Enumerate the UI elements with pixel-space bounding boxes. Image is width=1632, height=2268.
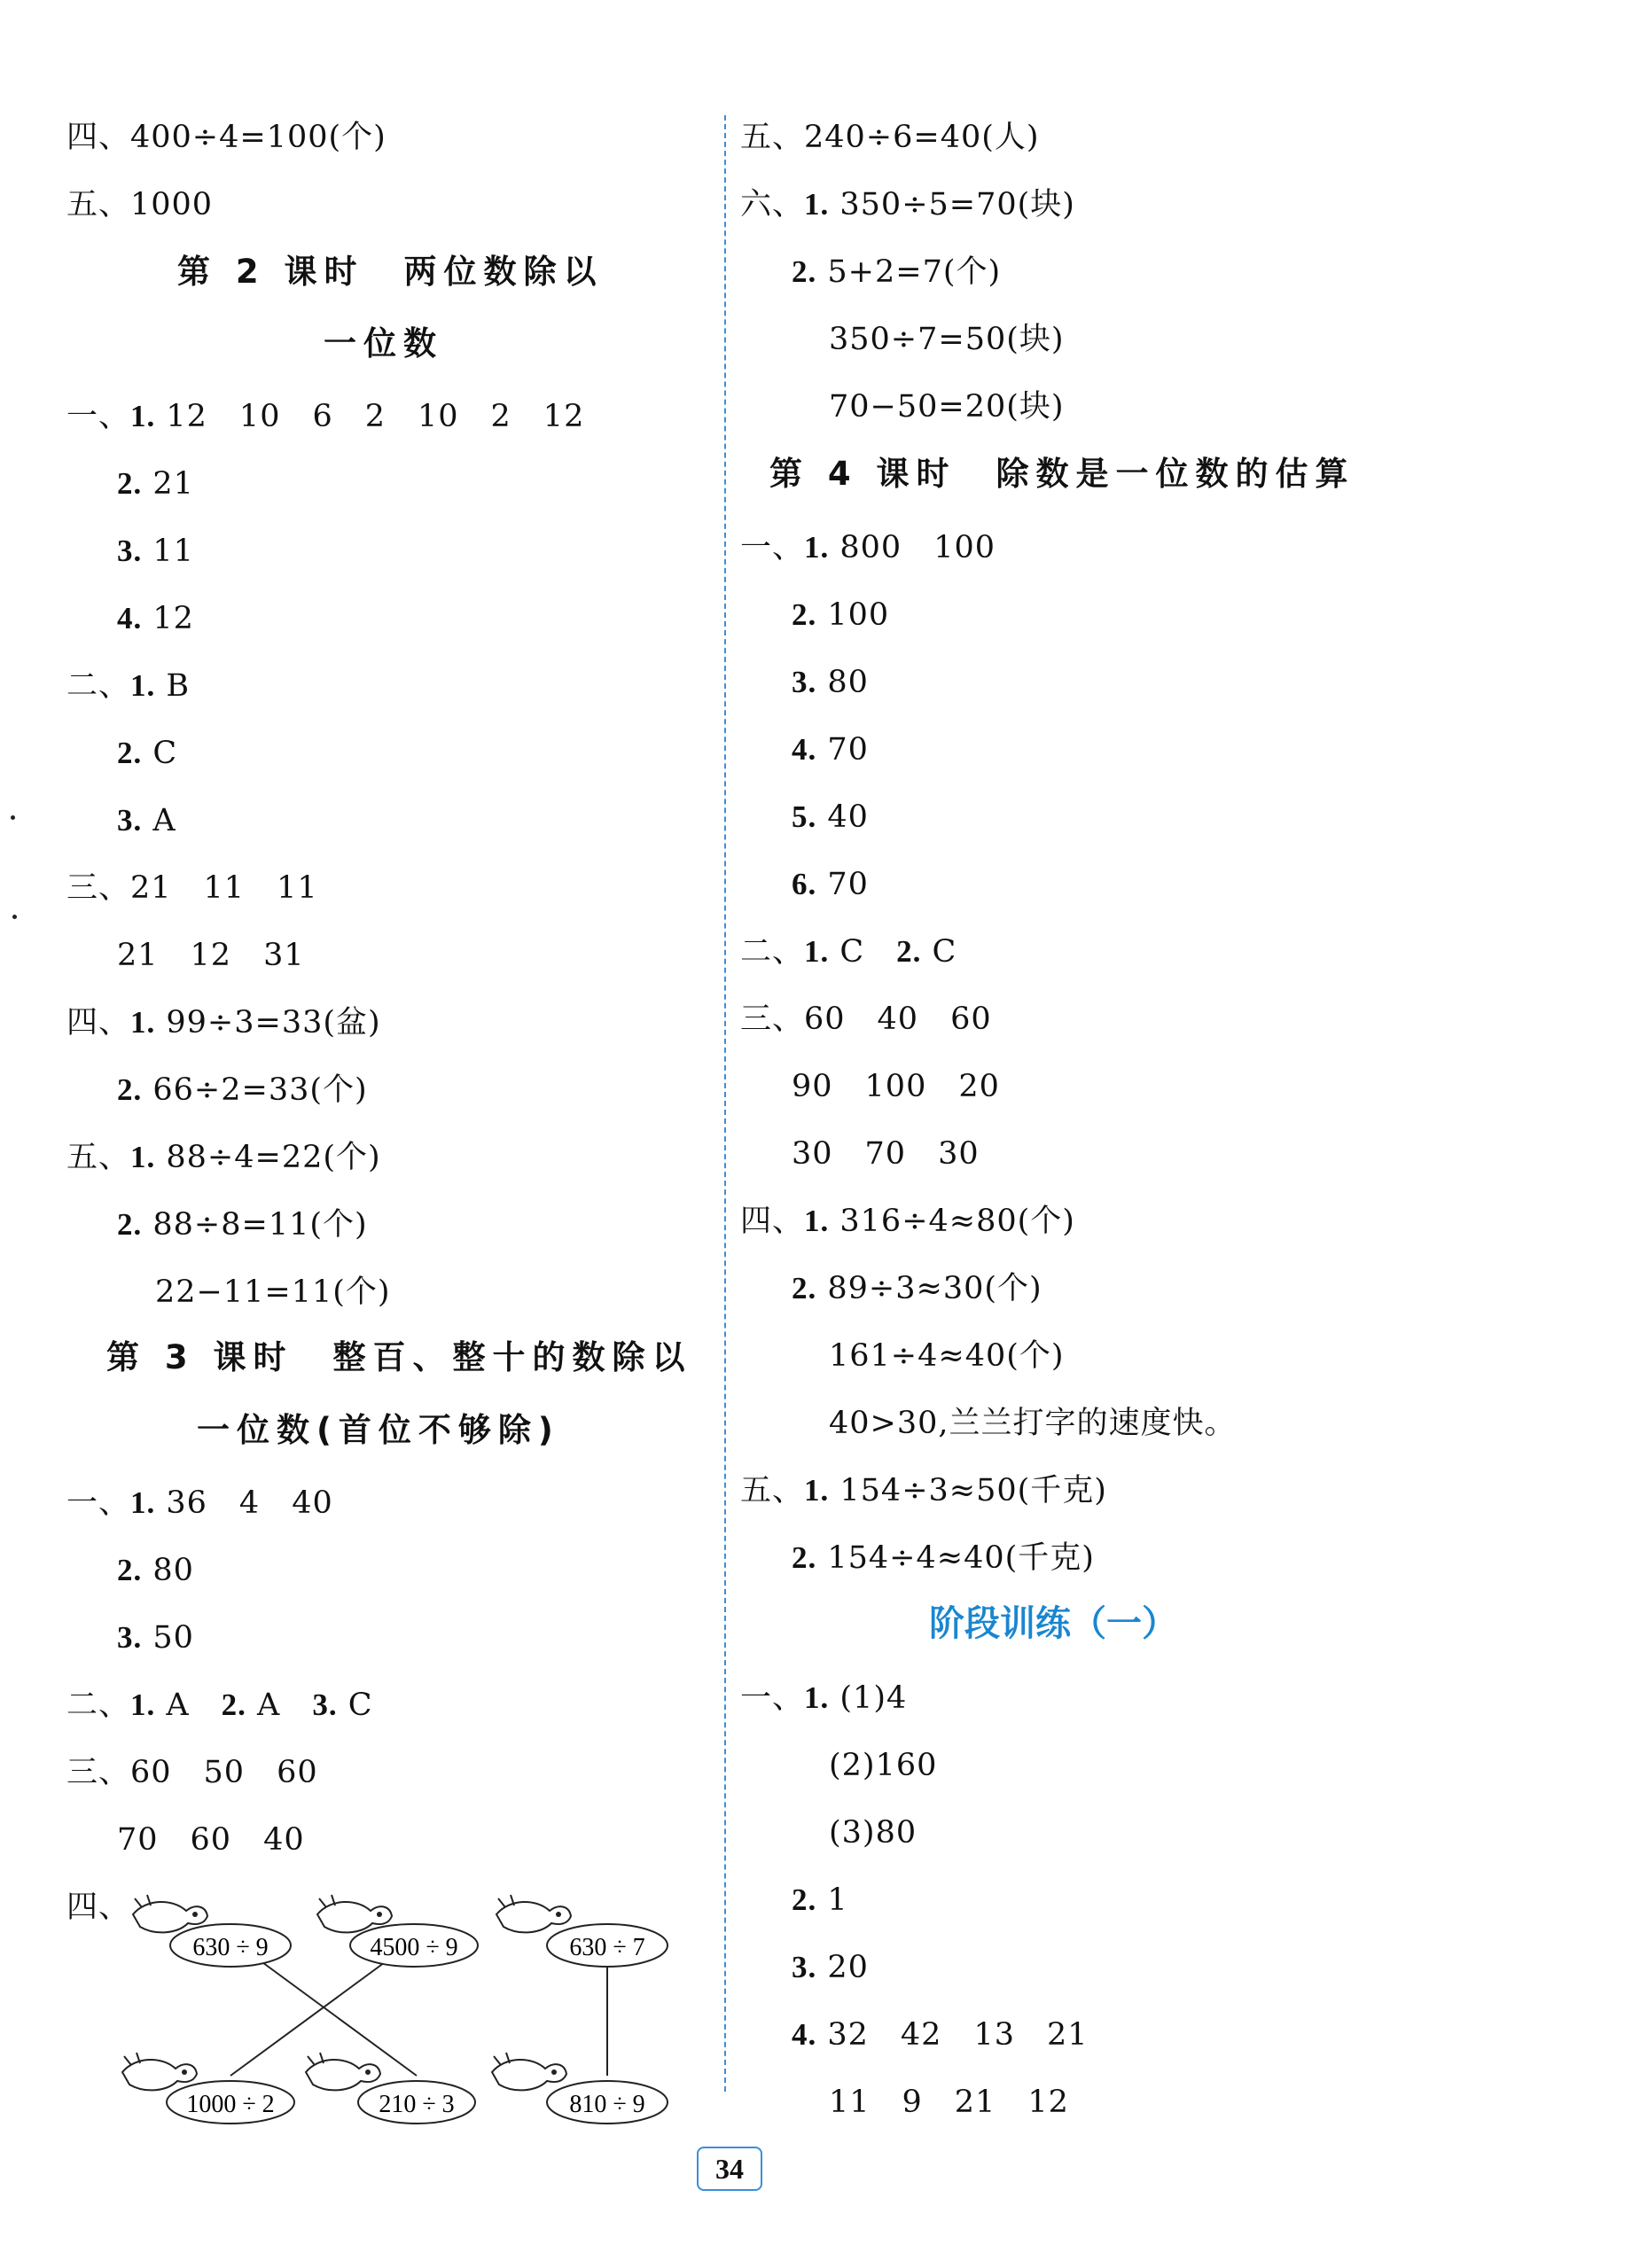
svg-text:4500 ÷ 9: 4500 ÷ 9 xyxy=(370,1934,458,1961)
svg-text:630 ÷ 7: 630 ÷ 7 xyxy=(569,1934,645,1961)
answer-line: 一、1. 36 4 40 xyxy=(66,1485,333,1521)
page-number: 34 xyxy=(697,2147,762,2191)
answer-line: 6. 70 xyxy=(792,867,869,902)
lesson-heading: 第 4 课时 除数是一位数的估算 xyxy=(769,455,1355,493)
bird-icon xyxy=(306,2053,380,2090)
answer-line: 2. 154÷4≈40(千克) xyxy=(792,1540,1095,1576)
answer-line: 五、1000 xyxy=(66,187,214,222)
answer-line: 一、1. (1)4 xyxy=(740,1680,908,1716)
answer-line: 五、1. 154÷3≈50(千克) xyxy=(740,1473,1107,1508)
lesson-heading: 第 3 课时 整百、整十的数除以 xyxy=(106,1338,692,1376)
answer-line: 4. 12 xyxy=(117,601,194,636)
answer-line: 350÷7=50(块) xyxy=(829,322,1065,357)
answer-line: 五、240÷6=40(人) xyxy=(740,120,1040,155)
lesson-heading: 第 2 课时 两位数除以 xyxy=(177,253,604,291)
matching-diagram xyxy=(106,1879,683,2136)
lesson-heading: 一位数 xyxy=(324,324,443,362)
answer-line: 四、1. 99÷3=33(盆) xyxy=(66,1005,381,1040)
svg-text:810 ÷ 9: 810 ÷ 9 xyxy=(569,2091,645,2118)
answer-line: 2. 80 xyxy=(117,1553,194,1588)
answer-line: 2. C xyxy=(117,736,178,771)
answer-line: 三、21 11 11 xyxy=(66,870,318,906)
section-title: 阶段训练（一） xyxy=(929,1603,1177,1644)
answer-line: 一、1. 800 100 xyxy=(740,530,996,565)
bird-icon xyxy=(133,1895,207,1932)
scan-mark xyxy=(12,915,17,919)
expression-oval xyxy=(167,2081,294,2124)
answer-line: (3)80 xyxy=(829,1815,918,1851)
bird-icon xyxy=(492,2053,566,2090)
answer-line: 22−11=11(个) xyxy=(155,1274,391,1310)
scan-mark xyxy=(11,815,15,820)
expression-oval xyxy=(547,2081,668,2124)
expression-oval xyxy=(358,2081,475,2124)
answer-line: 六、1. 350÷5=70(块) xyxy=(740,187,1075,222)
expression-oval xyxy=(170,1924,291,1967)
answer-line: 二、1. B xyxy=(66,668,191,704)
expression-oval xyxy=(350,1924,478,1967)
answer-line: 3. 20 xyxy=(792,1950,869,1985)
bird-icon xyxy=(496,1895,571,1932)
answer-line: 四、400÷4=100(个) xyxy=(66,120,387,155)
answer-line: 2. 88÷8=11(个) xyxy=(117,1207,368,1243)
answer-line: 二、1. C 2. C xyxy=(740,934,957,970)
answer-line: 11 9 21 12 xyxy=(829,2085,1069,2120)
answer-line: 五、1. 88÷4=22(个) xyxy=(66,1140,381,1175)
answer-line: 4. 32 42 13 21 xyxy=(792,2017,1089,2053)
answer-line: 2. 100 xyxy=(792,597,890,633)
answer-line: 三、60 50 60 xyxy=(66,1755,318,1790)
answer-line: 90 100 20 xyxy=(792,1069,1000,1104)
answer-line: 4. 70 xyxy=(792,732,869,768)
answer-line: 三、60 40 60 xyxy=(740,1002,992,1037)
answer-line: 2. 21 xyxy=(117,466,194,502)
answer-line: 40>30,兰兰打字的速度快。 xyxy=(829,1406,1237,1441)
answer-line: 2. 5+2=7(个) xyxy=(792,254,1002,290)
answer-line: (2)160 xyxy=(829,1748,938,1783)
answer-line: 四、1. 316÷4≈80(个) xyxy=(740,1204,1075,1239)
answer-line: 21 12 31 xyxy=(117,938,305,973)
answer-line: 70 60 40 xyxy=(117,1822,305,1858)
answer-line: 2. 89÷3≈30(个) xyxy=(792,1271,1042,1306)
expression-oval xyxy=(547,1924,668,1967)
answer-line: 3. 11 xyxy=(117,534,194,569)
answer-line: 5. 40 xyxy=(792,799,869,835)
lesson-heading: 一位数(首位不够除) xyxy=(197,1411,560,1449)
svg-text:210 ÷ 3: 210 ÷ 3 xyxy=(379,2091,455,2118)
answer-line: 3. 80 xyxy=(792,665,869,700)
answer-line: 30 70 30 xyxy=(792,1136,980,1172)
answer-line: 2. 66÷2=33(个) xyxy=(117,1072,368,1108)
answer-line: 3. A xyxy=(117,803,176,838)
answer-line: 二、1. A 2. A 3. C xyxy=(66,1687,373,1723)
answer-line: 161÷4≈40(个) xyxy=(829,1338,1065,1374)
answer-line: 一、1. 12 10 6 2 10 2 12 xyxy=(66,399,585,434)
answer-line: 四、 xyxy=(66,1890,131,1925)
answer-line: 3. 50 xyxy=(117,1620,194,1656)
answer-line: 2. 1 xyxy=(792,1882,848,1918)
svg-text:630 ÷ 9: 630 ÷ 9 xyxy=(192,1934,269,1961)
bird-icon xyxy=(122,2053,197,2090)
column-divider xyxy=(724,115,726,2092)
answer-line: 70−50=20(块) xyxy=(829,389,1065,425)
svg-text:1000 ÷ 2: 1000 ÷ 2 xyxy=(186,2091,275,2118)
